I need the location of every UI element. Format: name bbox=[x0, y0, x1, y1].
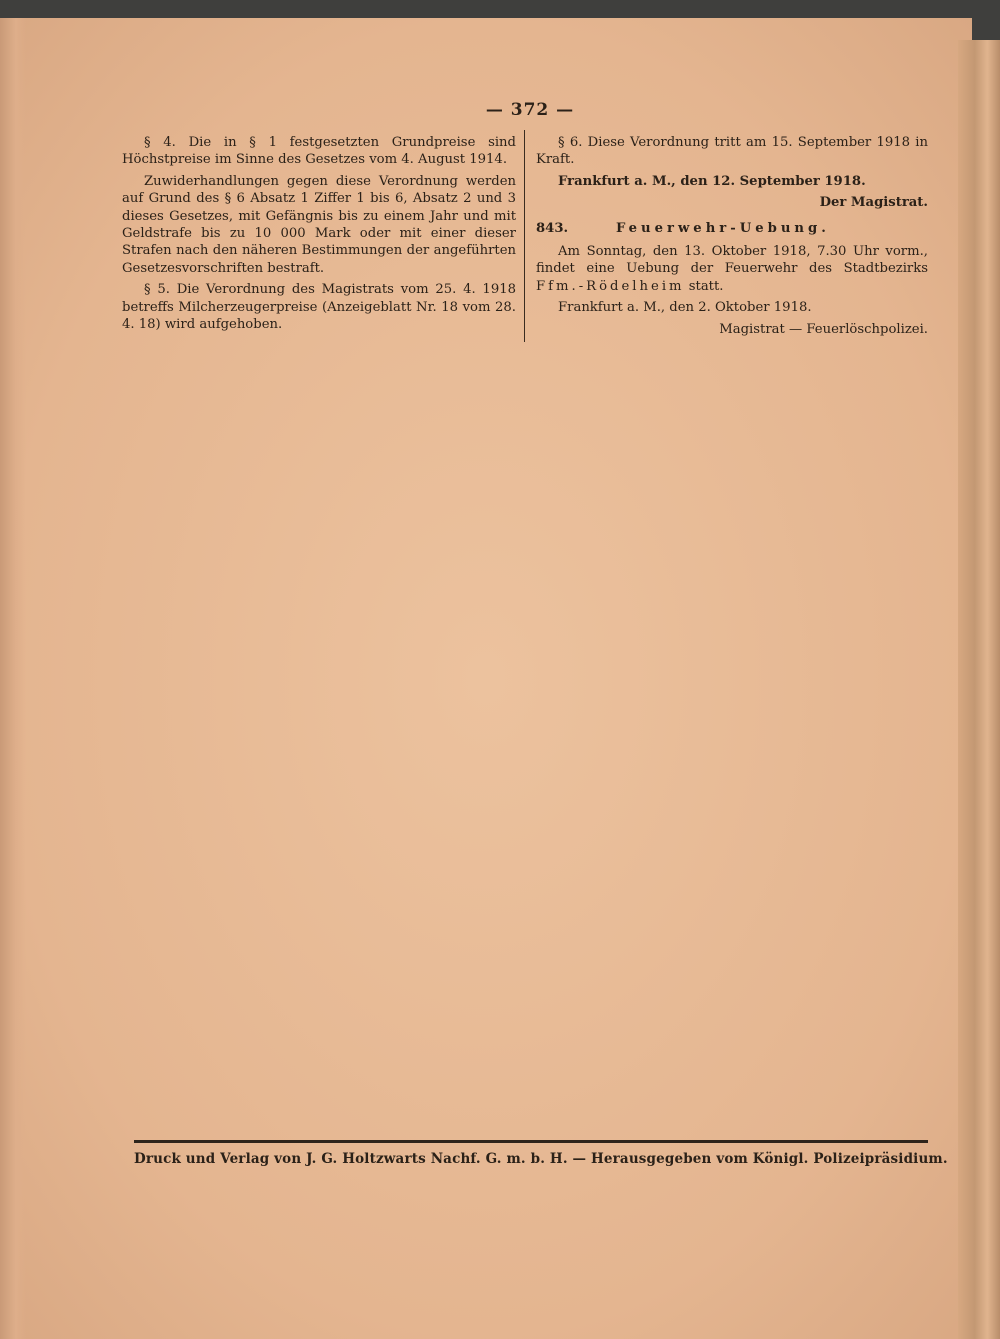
section-4-paragraph: § 4. Die in § 1 festgesetzten Grundpreise sind Höchstpreise im Sinne des Gesetzes vom 4. August 1914. bbox=[122, 135, 516, 168]
column-divider bbox=[524, 130, 525, 342]
notice-number: 843. bbox=[536, 220, 569, 236]
signature-feuerloeschpolizei: Magistrat — Feuerlöschpolizei. bbox=[719, 321, 928, 337]
notice-text-suffix: statt. bbox=[688, 278, 724, 294]
penalty-paragraph: Zuwiderhandlungen gegen diese Verordnung werden auf Grund des § 6 Absatz 1 Ziffer 1 bis 6, Absatz 2 und 3 dieses Gesetzes, mit Gefängnis bis zu einem Jahr und mit Geldstrafe bis zu 10 000 Mark oder mit einer dieser Strafen nach den näheren Bestimmungen der angeführten Gesetzesvorschriften bestraft. bbox=[122, 173, 516, 276]
place-date-2: Frankfurt a. M., den 2. Oktober 1918. bbox=[558, 300, 812, 316]
notice-text-place: Ffm.-Rödelheim bbox=[536, 278, 685, 294]
notice-title: Feuerwehr-Uebung. bbox=[616, 220, 830, 236]
footer-rule bbox=[134, 1140, 928, 1143]
right-column bbox=[536, 134, 928, 342]
imprint-footer: Druck und Verlag von J. G. Holtzwarts Nachf. G. m. b. H. — Herausgegeben vom Königl. Polizeipräsidium. bbox=[134, 1151, 948, 1167]
page-stack-left-edge bbox=[0, 18, 26, 1339]
notice-heading bbox=[536, 220, 928, 237]
signature-magistrat: Der Magistrat. bbox=[819, 195, 928, 211]
section-6-paragraph: § 6. Diese Verordnung tritt am 15. September 1918 in Kraft. bbox=[536, 135, 928, 168]
notice-paragraph bbox=[536, 243, 928, 295]
page-stack-right-edge bbox=[958, 40, 1000, 1339]
place-date-1: Frankfurt a. M., den 12. September 1918. bbox=[558, 173, 866, 189]
left-column bbox=[122, 134, 516, 337]
section-5-paragraph: § 5. Die Verordnung des Magistrats vom 25. 4. 1918 betreffs Milcherzeugerpreise (Anzeigeblatt Nr. 18 vom 28. 4. 18) wird aufgehoben. bbox=[122, 282, 516, 333]
notice-text-prefix: Am Sonntag, den 13. Oktober 1918, 7.30 Uhr vorm., findet eine Uebung der Feuerwehr des Stadtbezirks bbox=[536, 244, 928, 277]
page-number: — 372 — bbox=[485, 100, 575, 120]
